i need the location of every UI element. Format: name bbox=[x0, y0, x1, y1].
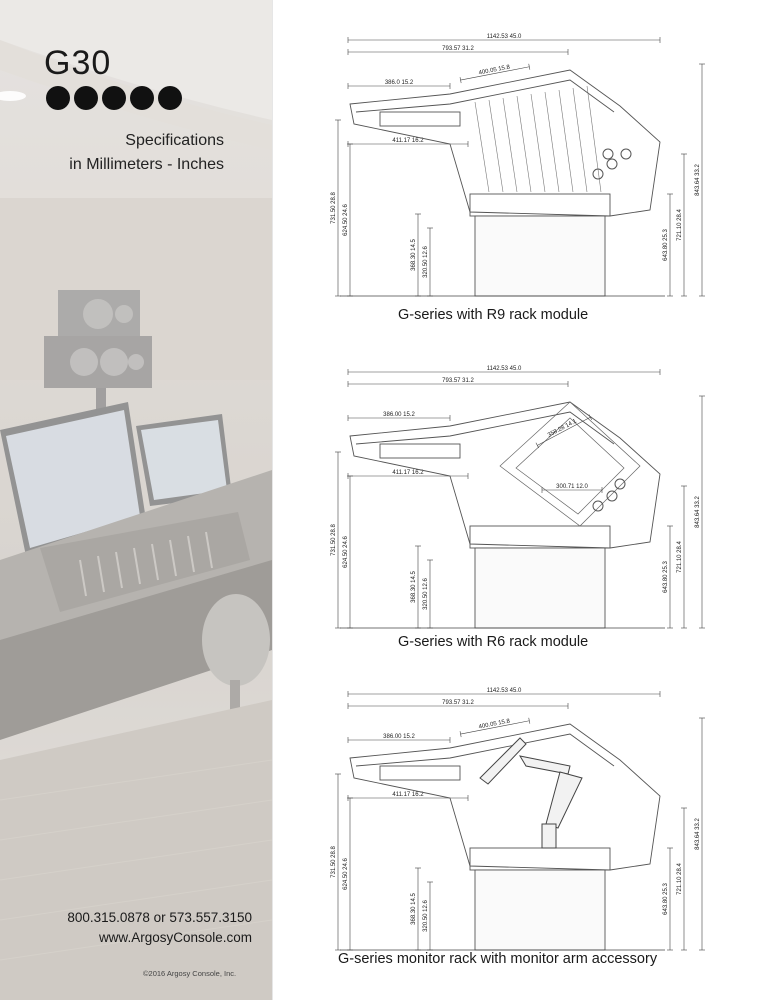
dim-top-width: 793.57 31.2 bbox=[442, 46, 474, 52]
monitor-panel bbox=[480, 738, 526, 784]
pedestal bbox=[475, 870, 605, 950]
dim-rear-height: 643.80 25.3 bbox=[663, 229, 669, 261]
website-link[interactable]: www.ArgosyConsole.com bbox=[98, 930, 252, 945]
dot-5 bbox=[158, 86, 182, 110]
dim-height-total: 731.50 28.8 bbox=[331, 524, 337, 556]
monitor-arm-mount bbox=[542, 824, 556, 848]
dot-4 bbox=[130, 86, 154, 110]
dim-rack-depth: 300.71 12.0 bbox=[556, 484, 588, 490]
dot-3 bbox=[102, 86, 126, 110]
dim-depth: 411.17 16.2 bbox=[392, 470, 424, 476]
brand-dots bbox=[46, 86, 182, 110]
dim-overall: 1142.53 45.0 bbox=[486, 34, 522, 40]
cable-port bbox=[621, 149, 631, 159]
dim-height-total: 731.50 28.8 bbox=[331, 192, 337, 224]
dot-2 bbox=[74, 86, 98, 110]
cable-port bbox=[593, 501, 603, 511]
dim-rear-height: 643.80 25.3 bbox=[663, 561, 669, 593]
monitor-arm-upper bbox=[520, 756, 570, 774]
rack-slot-line bbox=[517, 96, 531, 192]
caption-monitor-arm: G-series monitor rack with monitor arm accessory bbox=[338, 951, 658, 967]
rack-slot-line bbox=[545, 92, 559, 192]
dim-top-width: 793.57 31.2 bbox=[442, 378, 474, 384]
dim-ledge: 386.0 15.2 bbox=[384, 80, 414, 86]
desk-ledge bbox=[380, 112, 460, 126]
drawing-r9 bbox=[320, 24, 720, 314]
pedestal bbox=[475, 548, 605, 628]
caption-r9: G-series with R9 rack module bbox=[398, 307, 589, 323]
caption-r6: G-series with R6 rack module bbox=[398, 634, 589, 650]
dim-rear-height: 643.80 25.3 bbox=[663, 883, 669, 915]
dim-rear-mid: 721.10 28.4 bbox=[677, 863, 683, 895]
desk-ledge bbox=[380, 444, 460, 458]
rack-slot-line bbox=[489, 100, 503, 192]
cable-port bbox=[615, 479, 625, 489]
drawing-r6 bbox=[320, 356, 720, 646]
dim-ledge: 386.00 15.2 bbox=[383, 734, 415, 740]
dim-rear-mid: 721.10 28.4 bbox=[677, 209, 683, 241]
dim-height-pedestal: 320.50 12.6 bbox=[423, 900, 429, 932]
rack-slot-line bbox=[559, 90, 573, 192]
dot-1 bbox=[46, 86, 70, 110]
spec-subtitle: in Millimeters - Inches bbox=[69, 156, 224, 173]
cable-port bbox=[607, 159, 617, 169]
dim-height-base: 368.30 14.5 bbox=[411, 239, 417, 271]
pedestal bbox=[475, 216, 605, 296]
dim-rack-width: 400.05 15.8 bbox=[478, 64, 511, 77]
dim-depth: 411.17 16.2 bbox=[392, 792, 424, 798]
monitor-arm-lower bbox=[546, 772, 582, 828]
dim-overall: 1142.53 45.0 bbox=[486, 366, 522, 372]
cable-port bbox=[603, 149, 613, 159]
studio-photo-panel bbox=[0, 0, 272, 1000]
dim-height-desk: 624.50 24.6 bbox=[343, 204, 349, 236]
rack-slot-line bbox=[573, 88, 587, 192]
dim-height-base: 368.30 14.5 bbox=[411, 571, 417, 603]
dim-height-desk: 624.50 24.6 bbox=[343, 858, 349, 890]
spec-title: Specifications bbox=[125, 132, 224, 149]
console-drawing bbox=[320, 24, 720, 314]
copyright: ©2016 Argosy Console, Inc. bbox=[143, 969, 237, 978]
dim-height-desk: 624.50 24.6 bbox=[343, 536, 349, 568]
dim-depth: 411.17 16.2 bbox=[392, 138, 424, 144]
dim-rack-width: 358.28 14.1 bbox=[547, 418, 578, 439]
model-logo: G30 bbox=[44, 44, 112, 82]
cable-port bbox=[607, 491, 617, 501]
rack-slot-line bbox=[531, 94, 545, 192]
dim-ledge: 386.00 15.2 bbox=[383, 412, 415, 418]
phone-numbers: 800.315.0878 or 573.557.3150 bbox=[67, 910, 252, 925]
desk-ledge bbox=[380, 766, 460, 780]
dim-overall: 1142.53 45.0 bbox=[486, 688, 522, 694]
dim-height-base: 368.30 14.5 bbox=[411, 893, 417, 925]
console-drawing bbox=[320, 356, 720, 646]
dim-rear-mid: 721.10 28.4 bbox=[677, 541, 683, 573]
dim-height-total: 731.50 28.8 bbox=[331, 846, 337, 878]
dim-height-pedestal: 320.50 12.6 bbox=[423, 578, 429, 610]
dim-height-pedestal: 320.50 12.6 bbox=[423, 246, 429, 278]
dim-rear-total: 843.64 33.2 bbox=[695, 164, 701, 196]
dim-top-width: 793.57 31.2 bbox=[442, 700, 474, 706]
drawing-monitor-arm bbox=[320, 678, 720, 968]
dim-rear-total: 843.64 33.2 bbox=[695, 496, 701, 528]
r6-rack-inner bbox=[516, 418, 624, 514]
rack-slot-line bbox=[503, 98, 517, 192]
rack-slot-line bbox=[475, 102, 489, 192]
dim-rack-width: 400.05 15.8 bbox=[478, 718, 511, 731]
dim-rear-total: 843.64 33.2 bbox=[695, 818, 701, 850]
console-drawing bbox=[320, 678, 720, 968]
